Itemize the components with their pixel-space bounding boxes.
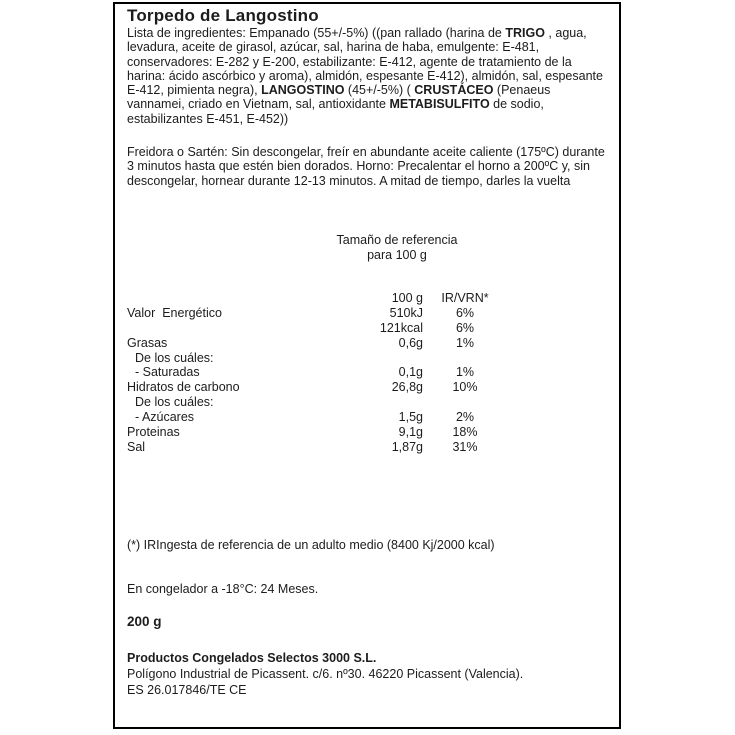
nutrition-percent: 1% — [455, 365, 475, 380]
product-title: Torpedo de Langostino — [127, 6, 319, 25]
nutrition-label: Proteinas — [127, 425, 180, 440]
allergen-crustaceo: CRUSTÁCEO — [414, 83, 494, 98]
ingredients-paragraph — [127, 26, 607, 126]
nutrition-percent: 6% — [455, 305, 475, 320]
serving-size-line1: Tamaño de referencia — [336, 233, 458, 247]
nutrition-label: De los cuáles: — [135, 395, 214, 410]
nutrition-label: - Saturadas — [135, 365, 200, 380]
nutrition-value: 0,1g — [398, 365, 423, 380]
nutrition-label: Hidratos de carbono — [127, 380, 240, 395]
nutrition-row-sugars — [127, 410, 519, 425]
nutrition-value: 9,1g — [398, 425, 423, 440]
ingredients-text: de sodio, estabilizantes E-451, E-452)) — [127, 97, 544, 126]
nutrition-label: Sal — [127, 439, 146, 454]
nutrition-row-of-which-2 — [127, 395, 519, 410]
nutrition-row-of-which-1 — [127, 351, 519, 366]
cooking-instructions: Freidora o Sartén: Sin descongelar, freír en abundante aceite caliente (175ºC) durante 3 minutos hasta que estén bien dorados. Horno: Precalentar el horno a 200ºC y, sin descongelar, hornear durante 12-13 minutos. A mitad de tiempo, darles la vuelta — [127, 145, 605, 188]
ingredient-langostino: LANGOSTINO — [261, 83, 345, 98]
nutrition-row-energy-kcal — [127, 321, 519, 336]
nutrition-row-carbohydrates — [127, 380, 519, 395]
ingredients-text: Lista de ingredientes: Empanado (55+/-5%) ((pan rallado (harina de — [127, 26, 506, 40]
nutrition-header-row — [127, 291, 519, 306]
nutrition-percent: 31% — [452, 439, 478, 454]
storage-info: En congelador a -18°C: 24 Meses. — [127, 582, 319, 596]
nutrition-row-saturates — [127, 365, 519, 380]
column-header-ir-vrn: IR/VRN* — [441, 291, 489, 305]
ingredients-text: (Penaeus vannamei, criado en Vietnam, sal, antioxidante — [127, 83, 551, 112]
nutrition-value: 26,8g — [391, 380, 423, 395]
allergen-metabisulfito: METABISULFITO — [389, 97, 490, 112]
nutrition-value: 121kcal — [379, 320, 423, 335]
nutrition-label: De los cuáles: — [135, 350, 214, 365]
nutrition-label: Grasas — [127, 335, 168, 350]
allergen-trigo: TRIGO — [505, 26, 545, 40]
net-weight: 200 g — [127, 614, 162, 629]
serving-size-line2: para 100 g — [367, 248, 427, 262]
ingredients-text: , agua, levadura, aceite de girasol, azúcar, sal, harina de haba, emulgente: E-481, conservadores: E-282 y E-200, estabilizante: E-412, agente de tratamiento de la harina: ácido ascórbico y aroma), almidón, espesante E-412), almidón, sal, espesante E-412, pimienta negra), — [127, 26, 603, 98]
nutrition-label: - Azúcares — [135, 410, 195, 425]
nutrition-row-fat — [127, 336, 519, 351]
nutrition-row-protein — [127, 425, 519, 440]
nutrition-percent: 1% — [455, 335, 475, 350]
nutrition-percent: 2% — [455, 410, 475, 425]
nutrition-label: Valor Energético — [127, 305, 222, 320]
company-name: Productos Congelados Selectos 3000 S.L. — [127, 651, 377, 665]
nutrition-value: 510kJ — [389, 305, 423, 320]
nutrition-value: 0,6g — [398, 335, 423, 350]
nutrition-value: 1,87g — [391, 439, 423, 454]
product-label-box — [113, 2, 621, 729]
nutrition-value: 1,5g — [398, 410, 423, 425]
nutrition-percent: 10% — [452, 380, 478, 395]
nutrition-percent: 18% — [452, 425, 478, 440]
nutrition-row-salt — [127, 440, 519, 455]
company-address: Polígono Industrial de Picassent. c/6. nº30. 46220 Picassent (Valencia). — [127, 667, 524, 682]
reference-intake-footnote: (*) IRIngesta de referencia de un adulto medio (8400 Kj/2000 kcal) — [127, 538, 495, 552]
column-header-amount: 100 g — [391, 291, 423, 305]
nutrition-percent: 6% — [455, 320, 475, 335]
serving-size-header — [247, 233, 547, 263]
nutrition-table — [127, 291, 519, 455]
ingredients-text: (45+/-5%) ( — [344, 83, 415, 98]
company-registration: ES 26.017846/TE CE — [127, 683, 247, 698]
nutrition-row-energy-kj — [127, 306, 519, 321]
company-block — [127, 650, 607, 699]
